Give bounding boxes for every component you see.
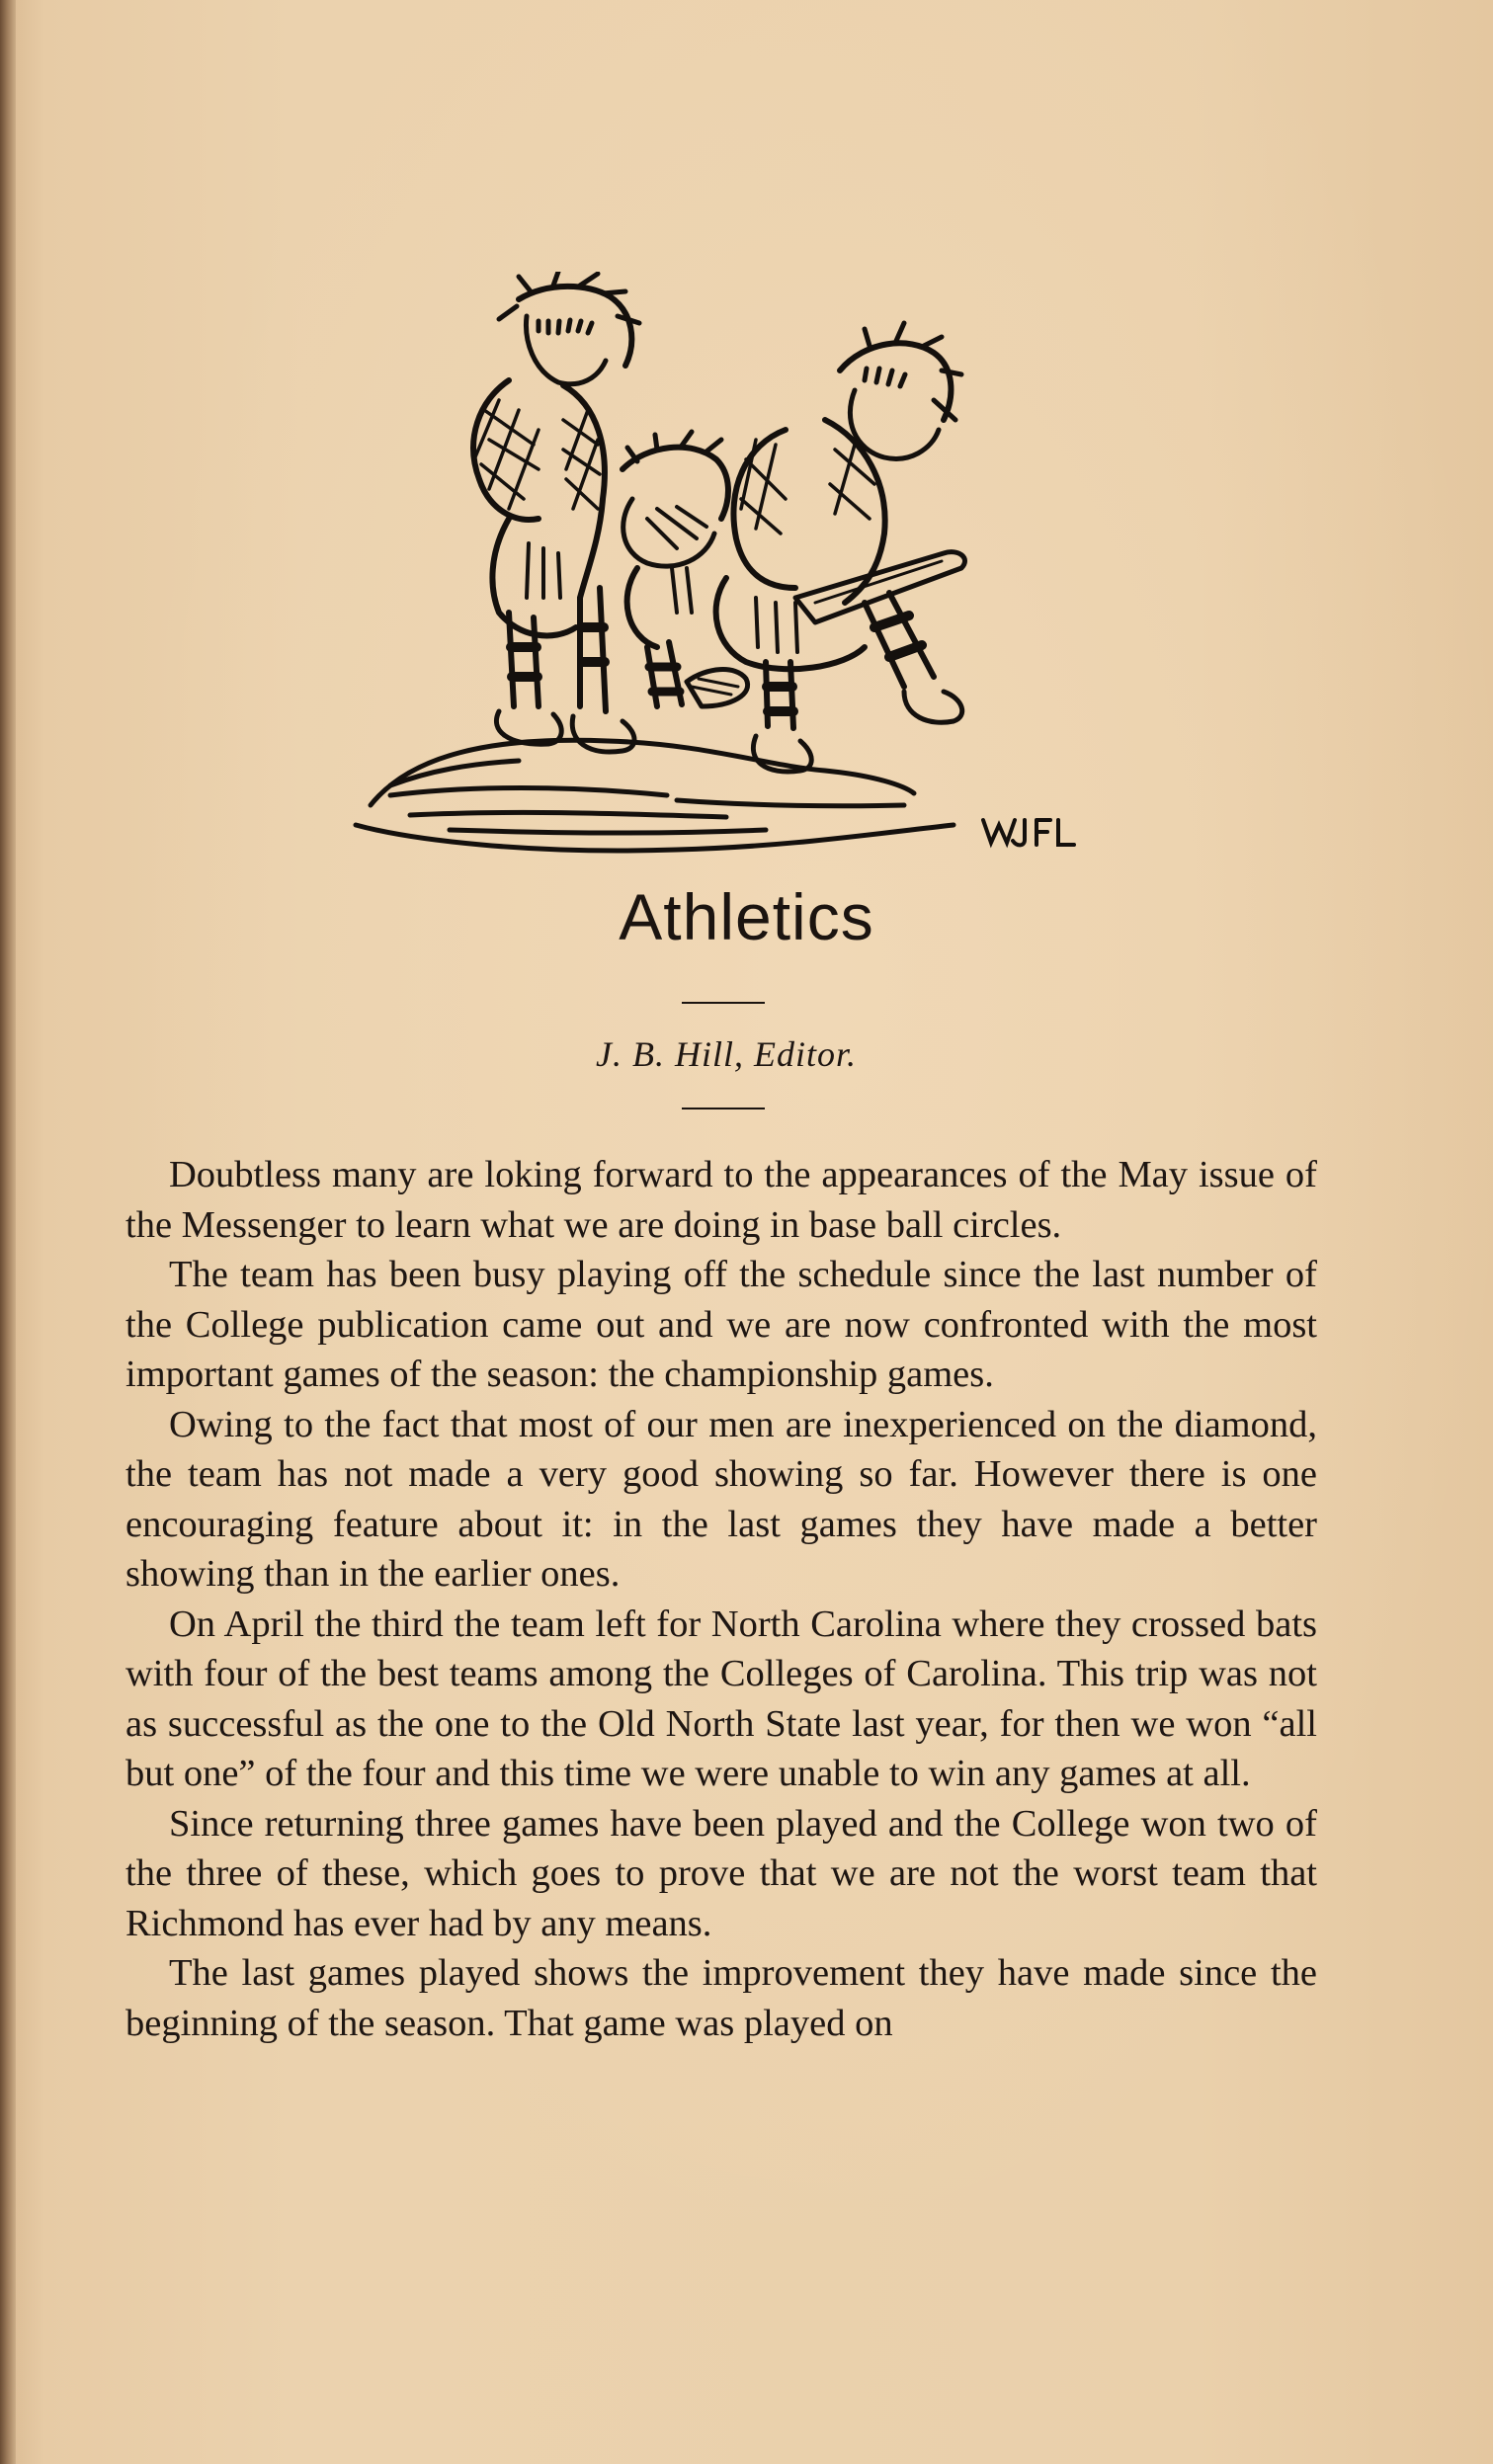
- paragraph: Owing to the fact that most of our men are inexperienced on the diamond, the team has not made a very good showing so far. However there is one encouraging feature about it: in the last games they have made a better showing than in the earlier ones.: [125, 1403, 1317, 1595]
- baseball-players-illustration: [351, 272, 1102, 864]
- article-title: Athletics: [619, 880, 874, 953]
- center-player: [622, 432, 748, 706]
- paragraph: On April the third the team left for North Carolina where they crossed bats with four of the best teams among the Colleges of Carolina. This trip was not as successful as the one to the Old North State last year, for then we won “all but one” of the four and this time we were unable to win any games at all.: [125, 1602, 1317, 1794]
- paragraph: Doubtless many are loking forward to the appearances of the May issue of the Messenger to learn what we are doing in base ball circles.: [125, 1154, 1317, 1246]
- article-body: [125, 1150, 1317, 2048]
- binding-edge: [0, 0, 16, 2464]
- paragraph: Since returning three games have been played and the College won two of the three of these, which goes to prove that we are not the worst team that Richmond has ever had by any means.: [125, 1802, 1317, 1944]
- byline-divider: [682, 1108, 765, 1109]
- left-player: [473, 272, 639, 752]
- right-player: [716, 323, 965, 772]
- title-divider: [682, 1002, 765, 1004]
- editor-byline: J. B. Hill, Editor.: [596, 1034, 857, 1074]
- paragraph: The last games played shows the improvement they have made since the beginning of the season. That game was played on: [125, 1952, 1317, 2044]
- artist-signature: [983, 820, 1074, 845]
- ground-patch: [356, 740, 954, 851]
- paragraph: The team has been busy playing off the schedule since the last number of the College publication came out and we are now confronted with the most important games of the season: the championship games.: [125, 1254, 1317, 1395]
